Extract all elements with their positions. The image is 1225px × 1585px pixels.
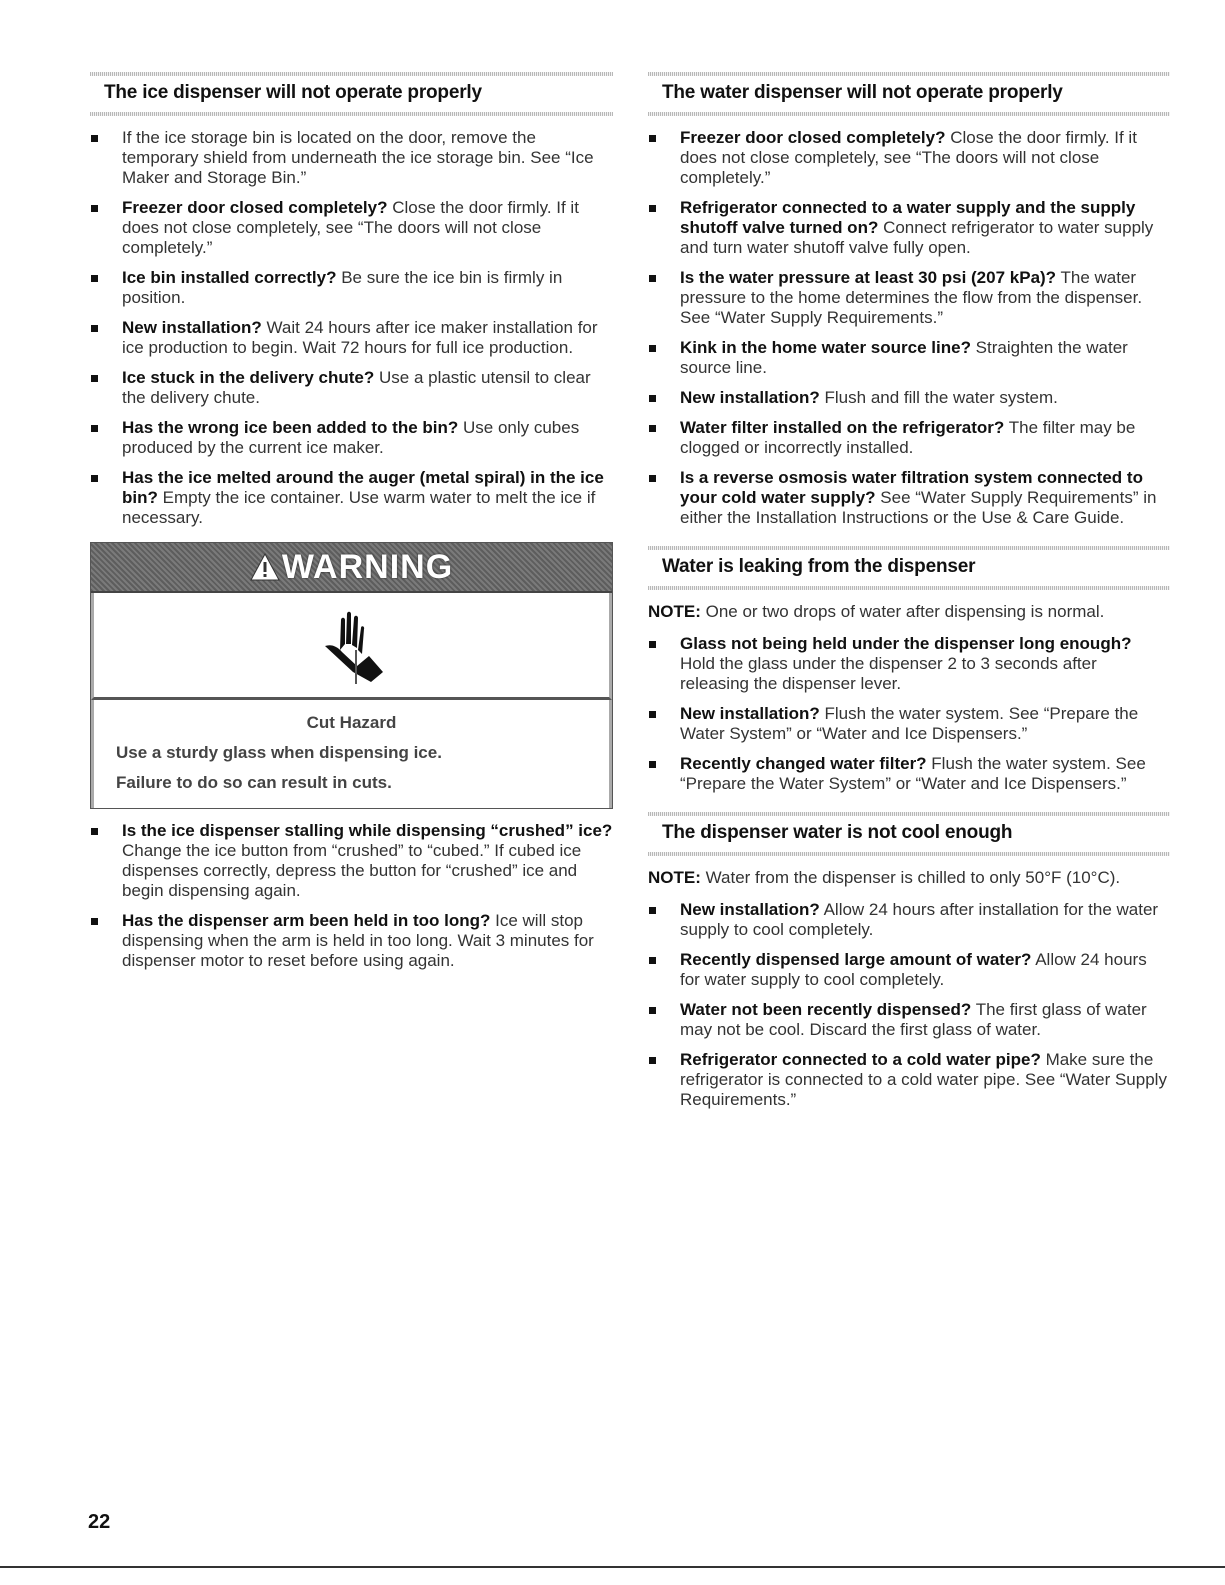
list-item	[648, 900, 1170, 940]
item-question: Freezer door closed completely?	[122, 198, 388, 217]
item-answer: Change the ice button from “crushed” to “cubed.” If cubed ice dispenses correctly, depress the button for “crushed” ice and begin dispensing again.	[122, 841, 582, 900]
item-question: Recently dispensed large amount of water?	[680, 950, 1032, 969]
item-question: Recently changed water filter?	[680, 754, 927, 773]
item-answer: Close the door firmly. If it does not close completely, see “The doors will not close completely.”	[680, 128, 1137, 187]
warning-text	[91, 700, 612, 808]
water-dispenser-list	[648, 128, 1170, 528]
list-item	[648, 198, 1170, 258]
list-item	[648, 418, 1170, 458]
list-item	[648, 634, 1170, 694]
item-question: Refrigerator connected to a cold water pipe?	[680, 1050, 1041, 1069]
item-answer: Empty the ice container. Use warm water to melt the ice if necessary.	[122, 488, 596, 527]
item-question: New installation?	[680, 900, 820, 919]
item-question: Has the wrong ice been added to the bin?	[122, 418, 459, 437]
list-item	[648, 338, 1170, 378]
section-title: The ice dispenser will not operate properly	[104, 82, 482, 103]
item-answer: Be sure the ice bin is firmly in position.	[122, 268, 563, 307]
item-answer: The water pressure to the home determines the flow from the dispenser. See “Water Supply Requirements.”	[680, 268, 1143, 327]
section-title: Water is leaking from the dispenser	[662, 556, 976, 577]
list-item	[648, 468, 1170, 528]
item-question: New installation?	[680, 704, 820, 723]
list-item	[648, 950, 1170, 990]
item-question: Is the ice dispenser stalling while dispensing “crushed” ice?	[122, 821, 613, 840]
section-title: The dispenser water is not cool enough	[662, 822, 1013, 843]
item-question: Has the dispenser arm been held in too long?	[122, 911, 491, 930]
note	[648, 868, 1170, 888]
item-question: Ice stuck in the delivery chute?	[122, 368, 375, 387]
item-answer: The filter may be clogged or incorrectly installed.	[680, 418, 1136, 457]
item-question: Glass not being held under the dispenser long enough?	[680, 634, 1132, 653]
list-item	[90, 911, 613, 971]
item-question: Water filter installed on the refrigerator?	[680, 418, 1005, 437]
item-question: Ice bin installed correctly?	[122, 268, 337, 287]
note-text: Water from the dispenser is chilled to only 50°F (10°C).	[700, 868, 1121, 887]
note-label: NOTE:	[648, 868, 701, 887]
item-answer: Flush the water system. See “Prepare the Water System” or “Water and Ice Dispensers.”	[680, 704, 1139, 743]
list-item	[648, 128, 1170, 188]
item-question: Water not been recently dispensed?	[680, 1000, 972, 1019]
section-header-leaking	[648, 546, 1170, 590]
item-answer: If the ice storage bin is located on the door, remove the temporary shield from underneath the ice storage bin. See “Ice Maker and Storage Bin.”	[122, 128, 594, 187]
section-header-not-cool	[648, 812, 1170, 856]
item-answer: Allow 24 hours after installation for the water supply to cool completely.	[680, 900, 1159, 939]
note-label: NOTE:	[648, 602, 701, 621]
note-text: One or two drops of water after dispensing is normal.	[700, 602, 1105, 621]
list-item	[648, 704, 1170, 744]
leaking-list	[648, 634, 1170, 794]
warning-triangle-icon	[250, 553, 280, 581]
list-item	[90, 318, 613, 358]
list-item	[648, 388, 1170, 408]
cut-hand-icon	[307, 600, 397, 690]
item-question: Freezer door closed completely?	[680, 128, 946, 147]
list-item	[90, 268, 613, 308]
list-item	[90, 368, 613, 408]
item-question: Is a reverse osmosis water filtration system connected to your cold water supply?	[680, 468, 1143, 507]
item-answer: Flush the water system. See “Prepare the Water System” or “Water and Ice Dispensers.”	[680, 754, 1146, 793]
list-item	[90, 128, 613, 188]
list-item	[648, 1000, 1170, 1040]
warning-banner	[91, 543, 612, 593]
item-question: New installation?	[680, 388, 820, 407]
warning-box	[90, 542, 613, 809]
right-column	[648, 72, 1170, 1120]
section-title: The water dispenser will not operate properly	[662, 82, 1063, 103]
item-answer: Ice will stop dispensing when the arm is held in too long. Wait 3 minutes for dispenser motor to reset before using again.	[122, 911, 594, 970]
list-item	[90, 821, 613, 901]
item-answer: Hold the glass under the dispenser 2 to 3 seconds after releasing the dispenser lever.	[680, 654, 1097, 693]
list-item	[90, 418, 613, 458]
item-question: Refrigerator connected to a water supply and the supply shutoff valve turned on?	[680, 198, 1136, 237]
item-question: Kink in the home water source line?	[680, 338, 971, 357]
item-answer: Straighten the water source line.	[680, 338, 1128, 377]
list-item	[90, 468, 613, 528]
warning-title: WARNING	[281, 547, 454, 586]
list-item	[90, 198, 613, 258]
section-header-water-dispenser	[648, 72, 1170, 116]
list-item	[648, 1050, 1170, 1110]
list-item	[648, 754, 1170, 794]
item-question: Has the ice melted around the auger (metal spiral) in the ice bin?	[122, 468, 604, 507]
left-column	[90, 72, 613, 981]
ice-dispenser-list	[90, 128, 613, 528]
item-answer: Connect refrigerator to water supply and turn water shutoff valve fully open.	[680, 218, 1154, 257]
item-answer: Wait 24 hours after ice maker installation for ice production to begin. Wait 72 hours for full ice production.	[122, 318, 598, 357]
not-cool-list	[648, 900, 1170, 1110]
item-answer: Close the door firmly. If it does not close completely, see “The doors will not close completely.”	[122, 198, 579, 257]
item-answer: Use a plastic utensil to clear the delivery chute.	[122, 368, 591, 407]
bottom-rule	[0, 1566, 1225, 1568]
section-header-ice-dispenser	[90, 72, 613, 116]
warning-line: Use a sturdy glass when dispensing ice.	[116, 743, 442, 762]
item-answer: Flush and fill the water system.	[819, 388, 1058, 407]
item-answer: The first glass of water may not be cool. Discard the first glass of water.	[680, 1000, 1147, 1039]
item-question: Is the water pressure at least 30 psi (207 kPa)?	[680, 268, 1057, 287]
page-number: 22	[88, 1511, 111, 1533]
item-answer: Allow 24 hours for water supply to cool completely.	[680, 950, 1147, 989]
hazard-label: Cut Hazard	[306, 713, 397, 732]
ice-dispenser-more-list	[90, 821, 613, 971]
list-item	[648, 268, 1170, 328]
warning-line: Failure to do so can result in cuts.	[116, 773, 392, 792]
item-answer: Use only cubes produced by the current ice maker.	[122, 418, 580, 457]
warning-picture	[91, 593, 612, 700]
item-answer: Make sure the refrigerator is connected to a cold water pipe. See “Water Supply Requirements.”	[680, 1050, 1167, 1109]
item-question: New installation?	[122, 318, 262, 337]
item-answer: See “Water Supply Requirements” in either the Installation Instructions or the Use & Care Guide.	[680, 488, 1157, 527]
note	[648, 602, 1170, 622]
